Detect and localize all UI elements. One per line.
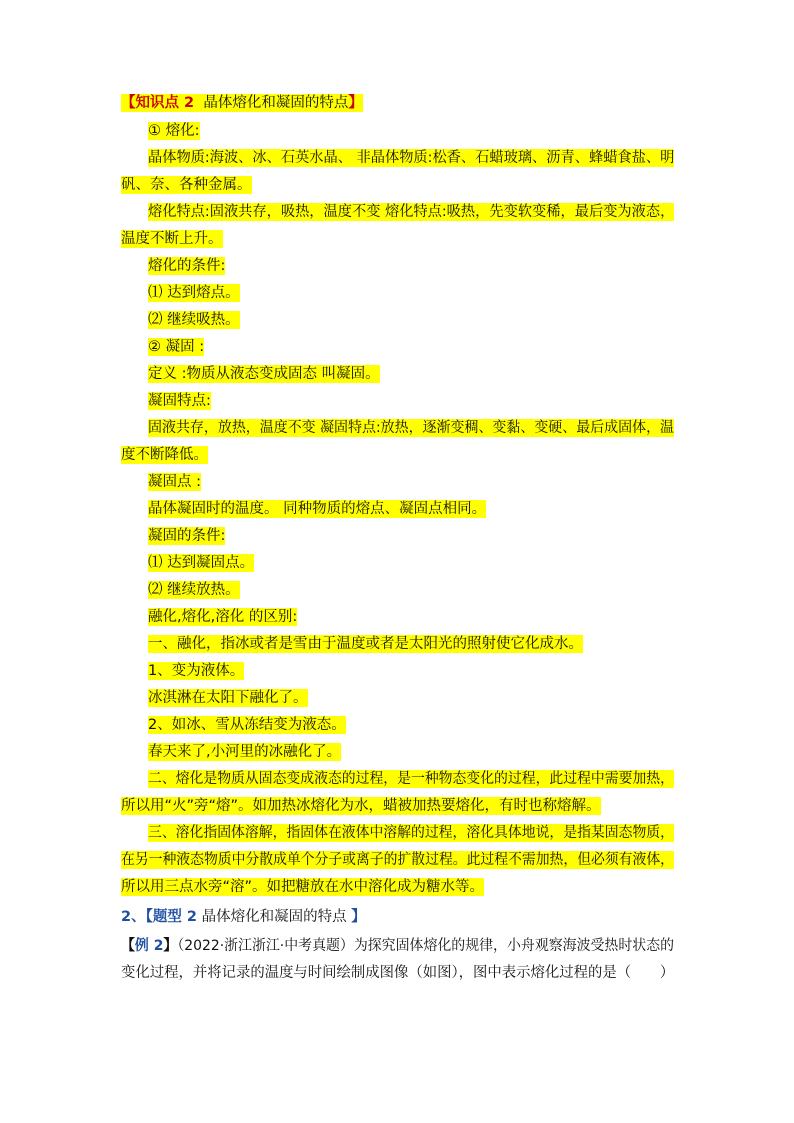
text-line: ⑵ 继续吸热。 (148, 312, 240, 328)
kp-title: 晶体熔化和凝固的特点 (203, 95, 349, 111)
q-label: 题型 2 (152, 909, 197, 925)
q-open-bracket: 【 (145, 909, 153, 925)
text-line: 凝固点 : (148, 474, 201, 490)
example-line-1 (121, 936, 674, 956)
q-title: 晶体熔化和凝固的特点 (201, 909, 347, 925)
text-line: ⑵ 继续放热。 (148, 582, 240, 598)
q-number: 2、 (121, 909, 146, 925)
text-line: 1、变为液体。 (148, 663, 245, 679)
text-line: 矾、奈、各种金属。 (121, 177, 252, 193)
text-line: 一、融化，指冰或者是雪由于温度或者是太阳光的照射使它化成水。 (148, 636, 583, 652)
text-line: 凝固的条件: (148, 528, 226, 544)
text-line: 在另一种液态物质中分散成单个分子或离子的扩散过程。此过程不需加热，但必须有液体， (121, 852, 674, 868)
ex-close-bracket: 】 (163, 938, 178, 954)
example-line-2 (121, 963, 674, 983)
text-line: 所以用三点水旁“溶”。如把糖放在水中溶化成为糖水等。 (121, 879, 485, 895)
q-close-bracket: 】 (351, 909, 366, 925)
text-line: 固液共存，放热，温度不变 凝固特点:放热，逐渐变稠、变黏、变硬、最后成固体，温 (148, 420, 675, 436)
text-line: 冰淇淋在太阳下融化了。 (148, 690, 308, 706)
text-line: ⑴ 达到凝固点。 (148, 555, 255, 571)
text-line: 熔化特点:固液共存，吸热，温度不变 熔化特点:吸热，先变软变稀，最后变为液态， (148, 204, 675, 220)
text-line: 凝固特点: (148, 393, 211, 409)
text-line: 定义 :物质从液态变成固态 叫凝固。 (148, 366, 380, 382)
kp-label: 知识点 2 (135, 95, 195, 111)
text-line: 度不断降低。 (121, 447, 208, 463)
text-line: 三、溶化指固体溶解，指固体在液体中溶解的过程，溶化具体地说，是指某固态物质， (148, 825, 674, 841)
question-type-heading (121, 907, 366, 927)
ex-text-2: 变化过程，并将记录的温度与时间绘制成图像（如图），图中表示熔化过程的是（ ） (121, 965, 675, 981)
ex-text-1: 为探究固体熔化的规律，小舟观察海波受热时状态的 (353, 938, 675, 954)
text-line: 熔化的条件: (148, 258, 226, 274)
text-line: 晶体物质:海波、冰、石英水晶、 非晶体物质:松香、石蜡玻璃、沥青、蜂蜡食盐、明 (148, 150, 675, 166)
text-line: 温度不断上升。 (121, 231, 223, 247)
ex-open-bracket: 【 (121, 938, 135, 954)
text-line: 2、如冰、雪从冻结变为液态。 (148, 717, 346, 733)
ex-label: 例 2 (134, 938, 164, 954)
kp-open-bracket: 【 (121, 95, 136, 111)
text-line: ② 凝固 : (148, 339, 205, 355)
text-line: 春天来了,小河里的冰融化了。 (148, 744, 342, 760)
text-line: ① 熔化: (148, 123, 200, 139)
text-line: 晶体凝固时的温度。 同种物质的熔点、凝固点相同。 (148, 501, 487, 517)
text-line: 二、熔化是物质从固态变成液态的过程，是一种物态变化的过程，此过程中需要加热， (148, 771, 674, 787)
knowledge-point-heading (121, 93, 363, 113)
kp-close-bracket: 】 (348, 95, 363, 111)
ex-source: （2022·浙江浙江·中考真题） (177, 938, 354, 954)
text-line: 所以用“火”旁“熔”。如加热冰熔化为水，蜡被加热要熔化，有时也称熔解。 (121, 798, 601, 814)
text-line: ⑴ 达到熔点。 (148, 285, 240, 301)
text-line: 融化,熔化,溶化 的区别: (148, 609, 298, 625)
